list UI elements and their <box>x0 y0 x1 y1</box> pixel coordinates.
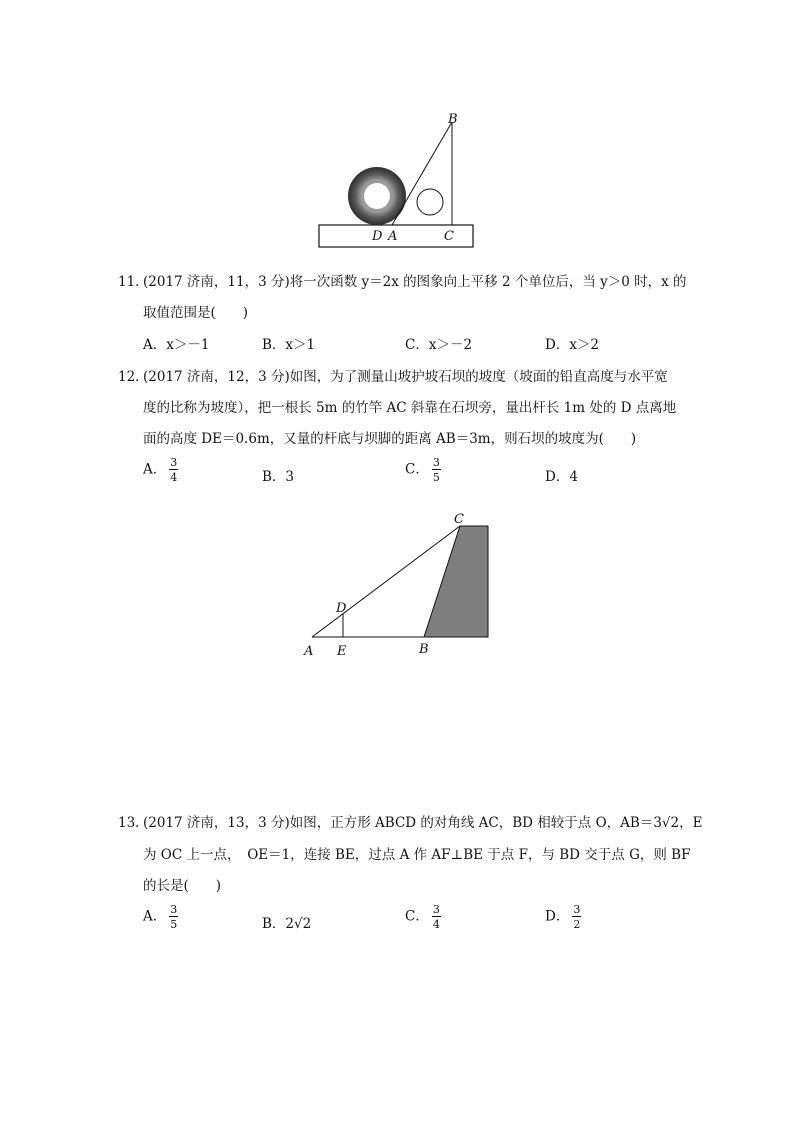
label-D: D <box>372 229 383 244</box>
ring-hole <box>364 183 390 209</box>
q11-number: 11． <box>118 274 149 290</box>
q11-option-d: D．x＞2 <box>545 337 600 353</box>
segment-AB <box>392 122 452 225</box>
label-A: A <box>388 229 398 244</box>
label-A: A <box>304 644 314 659</box>
q12-option-b: B．3 <box>262 469 295 485</box>
label-D: D <box>336 601 347 616</box>
q13-option-d: D． $\frac{3}{2}$ <box>545 903 581 931</box>
label-E: E <box>337 644 347 659</box>
q13-line1: (2017 济南，13，3 分)如图，正方形 ABCD 的对角线 AC，BD 相较于点 O，AB＝3√2，E <box>143 815 703 831</box>
q12-option-d: D．4 <box>545 469 578 485</box>
q13-option-b: B．2√2 <box>262 916 312 932</box>
q12-number: 12． <box>118 369 149 385</box>
q11-line2: 取值范围是( ) <box>143 305 249 321</box>
q13-option-a: A． $\frac{3}{5}$ <box>143 903 178 931</box>
q13-option-c: C． $\frac{3}{4}$ <box>405 903 440 931</box>
q11-option-a: A．x＞－1 <box>143 337 210 353</box>
q13-line2: 为 OC 上一点， OE＝1，连接 BE，过点 A 作 AF⊥BE 于点 F，与 BD 交于点 G，则 BF <box>143 847 691 863</box>
label-B: B <box>419 642 429 657</box>
q12-option-a: A． $\frac{3}{4}$ <box>143 456 178 484</box>
q12-line1: (2017 济南，12，3 分)如图，为了测量山坡护坡石坝的坡度（坡面的铅直高度与水平宽 <box>143 369 668 385</box>
q13-line3: 的长是( ) <box>143 878 222 894</box>
q12-line2: 度的比称为坡度），把一根长 5m 的竹竿 AC 斜靠在石坝旁，量出杆长 1m 处的 D 点离地 <box>143 400 677 416</box>
q11-option-c: C．x＞－2 <box>405 337 473 353</box>
q13-number: 13． <box>118 815 149 831</box>
q11-line1: (2017 济南，11，3 分)将一次函数 y＝2x 的图象向上平移 2 个单位后，当 y＞0 时，x 的 <box>143 274 687 290</box>
dam-shape <box>424 526 488 637</box>
label-B: B <box>448 112 458 127</box>
label-C: C <box>444 229 454 244</box>
q11-option-b: B．x＞1 <box>262 337 316 353</box>
figure-ring-ladder <box>300 105 500 255</box>
small-circle <box>417 189 443 215</box>
q12-line3: 面的高度 DE＝0.6m，又量的杆底与坝脚的距离 AB＝3m，则石坝的坡度为( ) <box>143 431 637 447</box>
q12-option-c: C． $\frac{3}{5}$ <box>405 456 440 484</box>
figure-slope-dam <box>300 505 500 660</box>
label-C: C <box>454 512 464 527</box>
